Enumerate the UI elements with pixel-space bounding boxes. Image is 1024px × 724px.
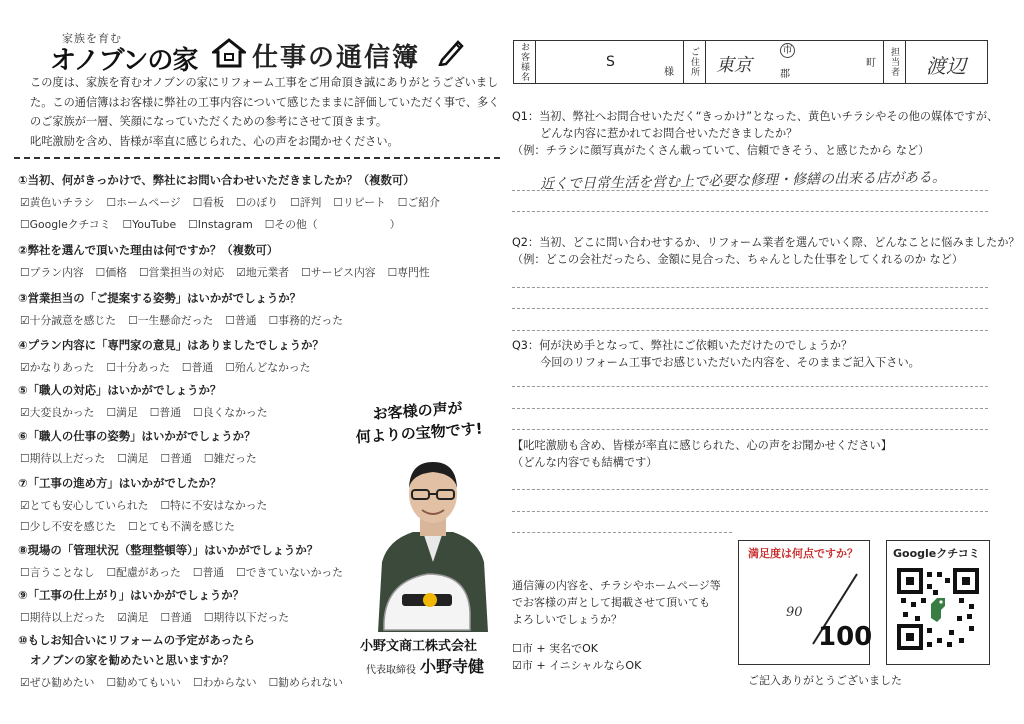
option[interactable]: ☐普通: [192, 566, 225, 579]
answer-line: [512, 408, 988, 409]
staff-handwriting: 渡辺: [926, 54, 966, 78]
q1-text: [512, 108, 998, 159]
option: ）: [389, 218, 401, 231]
option[interactable]: ☐少し不安を感じた: [20, 520, 117, 533]
option[interactable]: ☐普通: [149, 406, 182, 419]
option[interactable]: ☐勧めてもいい: [106, 676, 181, 689]
options-row: [20, 265, 442, 280]
option[interactable]: ☐期待以上だった: [20, 611, 106, 624]
footer-thanks: ご記入ありがとうございました: [748, 674, 902, 687]
question-3: ③営業担当の「ご提案する姿勢」はいかがでしょうか？: [18, 291, 302, 305]
options-row: [20, 360, 322, 375]
city-label: 市: [780, 43, 795, 58]
brand-tagline: 家族を育む: [62, 32, 122, 45]
options-row: [20, 610, 301, 625]
option[interactable]: ☐価格: [95, 266, 127, 279]
option[interactable]: ☐雑だった: [203, 452, 257, 465]
option[interactable]: ☐リピート: [333, 196, 386, 209]
option[interactable]: ☑大変良かった: [20, 406, 95, 419]
option[interactable]: ☐言うことなし: [20, 566, 95, 579]
pencil-icon: [436, 36, 466, 66]
option[interactable]: ☑ぜひ勧めたい: [20, 676, 95, 689]
rep-name: 小野寺健: [420, 657, 485, 676]
consent-section: [512, 577, 721, 674]
answer-line: [512, 489, 988, 490]
options-row: [20, 451, 269, 466]
option[interactable]: ☐ホームページ: [106, 196, 181, 209]
q4-line: 【叱咤激励も含め、皆様が率直に感じられた、心の声をお聞かせください】: [512, 439, 892, 452]
answer-line: [512, 532, 732, 533]
name-field[interactable]: [536, 41, 684, 83]
intro-text: [30, 73, 508, 151]
page-title: 仕事の通信簿: [252, 43, 421, 73]
option[interactable]: ☐満足: [117, 452, 149, 465]
answer-line: [512, 511, 988, 512]
address-handwriting: 東京: [716, 55, 752, 76]
option[interactable]: ☐ご紹介: [397, 196, 440, 209]
answer-line: [512, 386, 988, 387]
qr-code-icon[interactable]: [897, 568, 979, 650]
answer-line: [512, 308, 988, 309]
question-10-line2: オノブンの家を勧めたいと思いますか？: [30, 653, 234, 667]
q3-line: Q3：何が決め手となって、弊社にご依頼いただけたのでしょうか？: [512, 339, 853, 352]
score-label: 満足度は何点ですか？: [748, 547, 858, 560]
option[interactable]: ☐普通: [160, 452, 192, 465]
score-max: 100: [818, 622, 873, 652]
question-8: ⑧現場の「管理状況（整理整頓等）」はいかがでしょうか？: [18, 543, 319, 557]
q1-answer-handwriting[interactable]: 近くで日常生活を営む上で必要な修理・修繕の出来る店がある。: [539, 169, 947, 193]
question-9: ⑨「工事の仕上がり」はいかがでしょうか？: [18, 588, 245, 602]
option[interactable]: ☐期待以上だった: [20, 452, 106, 465]
answer-line: [512, 330, 988, 331]
option[interactable]: ☑十分誠意を感じた: [20, 314, 117, 327]
customer-info-table: [513, 40, 988, 84]
cho-label: 町: [866, 58, 876, 69]
option[interactable]: ☐看板: [192, 196, 224, 209]
question-4: ④プラン内容に「専門家の意見」はありましたでしょうか？: [18, 338, 324, 352]
option[interactable]: ☐Googleクチコミ: [20, 218, 111, 231]
option[interactable]: ☐わからない: [192, 676, 257, 689]
q1-line: （例：チラシに顔写真がたくさん載っていて、信頼できそう、と感じたから など）: [512, 144, 930, 157]
rep-title: 代表取締役: [366, 665, 416, 676]
options-row: [20, 405, 280, 420]
intro-line: た。この通信簿はお客様に弊社の工事内容について感じたままに評価していただく事で、多く: [30, 95, 500, 109]
question-10: ⑩もしお知合いにリフォームの予定があったら: [18, 633, 255, 647]
option[interactable]: ☑満足: [117, 611, 149, 624]
qr-label: Googleクチコミ: [893, 547, 980, 560]
option[interactable]: ☑黄色いチラシ: [20, 196, 95, 209]
consent-line: でお客様の声として掲載させて頂いても: [512, 596, 710, 609]
q2-text: [512, 234, 1020, 268]
options-row: [20, 565, 355, 580]
intro-line: のご家族が一層、笑顔になっていただくための参考にさせて頂きます。: [30, 115, 388, 128]
staff-field[interactable]: [906, 41, 987, 83]
options-row: [20, 195, 452, 210]
option[interactable]: ☐サービス内容: [301, 266, 376, 279]
company-name: 小野文商工株式会社: [360, 639, 478, 654]
speech-line: お客様の声が: [372, 398, 464, 424]
option[interactable]: ☐できていないかった: [236, 566, 343, 579]
q3-line: 今回のリフォーム工事でお感じいただいた内容を、そのままご記入下さい。: [540, 356, 920, 369]
question-6: ⑥「職人の仕事の姿勢」はいかがでしょうか？: [18, 429, 256, 443]
option[interactable]: ☐Instagram: [188, 218, 253, 231]
option[interactable]: ☐十分あった: [106, 361, 170, 374]
score-value-handwriting[interactable]: 90: [786, 605, 803, 620]
option[interactable]: ☐専門性: [387, 266, 430, 279]
consent-line: よろしいでしょうか？: [512, 613, 622, 626]
answer-line: [512, 211, 988, 212]
name-value: S: [606, 54, 615, 70]
option[interactable]: ☐満足: [106, 406, 138, 419]
q2-line: Q2：当初、どこに問い合わせするか、リフォーム業者を選んでいく際、どんなことに悩みましたか？: [512, 236, 1020, 249]
option[interactable]: ☑地元業者: [236, 266, 290, 279]
intro-line: この度は、家族を育むオノブンの家にリフォーム工事をご用命頂き誠にありがとうございまし: [30, 76, 499, 89]
options-row: [20, 313, 355, 328]
option[interactable]: ☐勧められない: [268, 676, 344, 689]
sama-label: 様: [664, 67, 674, 78]
question-2: ②弊社を選んで頂いた理由は何ですか？（複数可）: [18, 243, 279, 257]
consent-option-initial[interactable]: ☑市 + イニシャルならOK: [512, 659, 642, 672]
answer-line: [512, 287, 988, 288]
option[interactable]: ☐営業担当の対応: [138, 266, 225, 279]
option[interactable]: ☐期待以下だった: [203, 611, 290, 624]
representative-photo: [368, 452, 498, 632]
options-row: [20, 675, 355, 690]
speech-bubble: [354, 396, 484, 449]
question-5: ⑤「職人の対応」はいかがでしょうか？: [18, 383, 222, 397]
options-row: [20, 519, 247, 534]
options-row: [20, 217, 412, 232]
option[interactable]: ☐殆んどなかった: [225, 361, 311, 374]
option[interactable]: ☐プラン内容: [20, 266, 84, 279]
option[interactable]: ☐特に不安はなかった: [160, 499, 268, 512]
option[interactable]: ☐一生懸命だった: [128, 314, 214, 327]
question-1: ①当初、何がきっかけで、弊社にお問い合わせいただきましたか？（複数可）: [18, 173, 415, 187]
option[interactable]: ☐普通: [160, 611, 192, 624]
divider: [14, 157, 500, 159]
question-7: ⑦「工事の進め方」はいかがでしたか？: [18, 476, 222, 490]
answer-line: [512, 429, 988, 430]
option[interactable]: ☑かなりあった: [20, 361, 95, 374]
address-label: ご住所: [684, 41, 706, 83]
option[interactable]: ☐YouTube: [122, 218, 177, 231]
address-field[interactable]: [706, 41, 884, 83]
option[interactable]: ☐配慮があった: [106, 566, 181, 579]
option[interactable]: ☐とても不満を感じた: [128, 520, 235, 533]
q2-line: （例：どこの会社だったら、金額に見合った、ちゃんとした仕事をしてくれるのか など）: [512, 253, 964, 266]
option[interactable]: ☑とても安心していられた: [20, 499, 149, 512]
option[interactable]: ☐普通: [181, 361, 214, 374]
q3-text: [512, 337, 920, 371]
name-label: お客様名: [514, 41, 536, 83]
staff-label: 担当者: [884, 41, 906, 83]
gun-label: 郡: [780, 69, 790, 80]
options-row: [20, 498, 279, 513]
consent-option-realname[interactable]: ☐市 + 実名でOK: [512, 642, 598, 655]
option[interactable]: ☐事務的だった: [268, 314, 344, 327]
intro-line: 叱咤激励を含め、皆様が率直に感じられた、心の声をお聞かせください。: [30, 134, 399, 148]
q1-line: Q1：当初、弊社へお問合せいただく“きっかけ”となった、黄色いチラシやその他の媒体ですが、: [512, 110, 999, 123]
q4-line: （どんな内容でも結構です）: [512, 456, 658, 469]
answer-line: [512, 190, 988, 191]
speech-line: 何よりの宝物です!: [355, 419, 484, 447]
option[interactable]: ☐普通: [225, 314, 257, 327]
q4-text: [512, 437, 892, 471]
q1-line: どんな内容に惹かれてお問合せいただきましたか？: [540, 127, 798, 140]
brand-name: オノブンの家: [50, 46, 198, 76]
option[interactable]: ☐その他（: [264, 218, 318, 231]
house-icon: [212, 38, 246, 68]
option[interactable]: ☐のぼり: [236, 196, 279, 209]
option[interactable]: ☐評判: [290, 196, 322, 209]
consent-line: 通信簿の内容を、チラシやホームページ等: [512, 579, 721, 592]
option[interactable]: ☐良くなかった: [193, 406, 268, 419]
